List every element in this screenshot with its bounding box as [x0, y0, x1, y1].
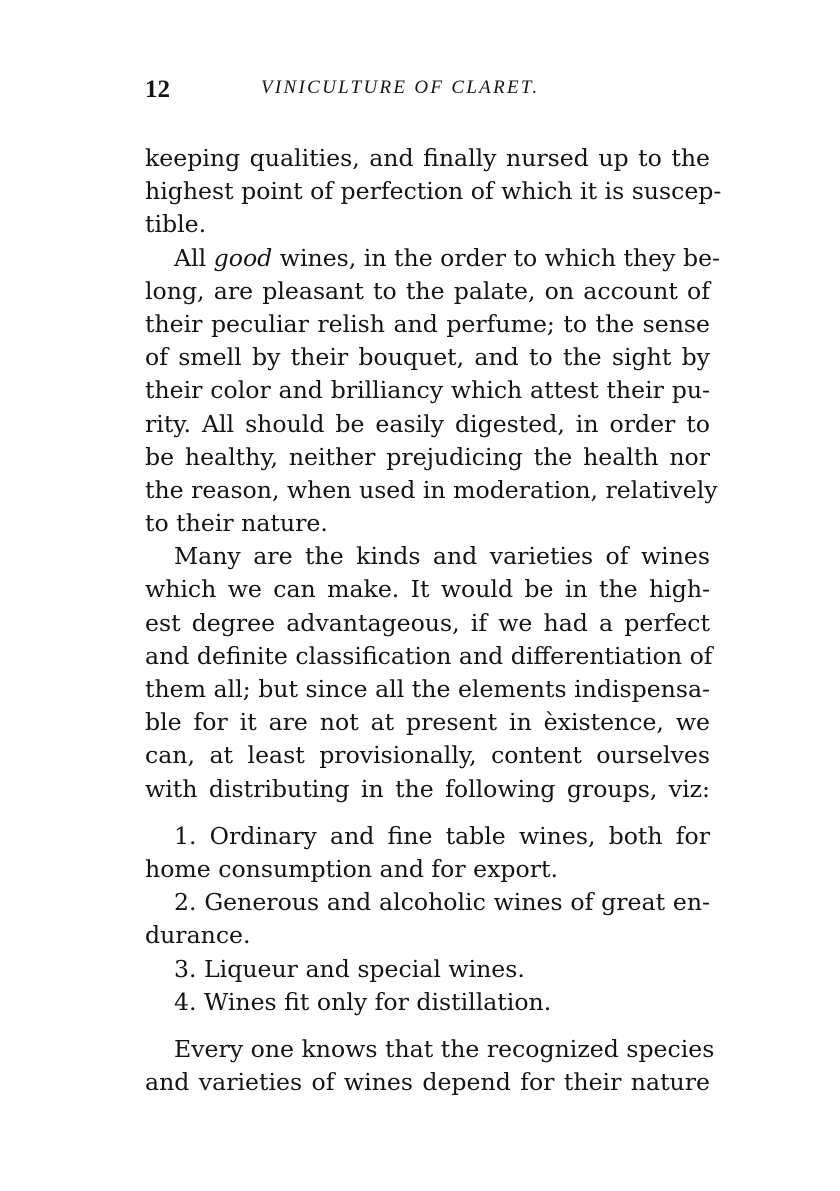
text-line: tible.: [145, 210, 207, 239]
text-line: can, at least provisionally, content ourselves: [145, 741, 710, 770]
text-line: their color and brilliancy which attest their pu-: [145, 376, 710, 405]
numbered-list: [145, 820, 710, 1019]
text-line: Every one knows that the recognized species: [174, 1034, 715, 1063]
text-line: with distributing in the following groups, viz:: [145, 774, 710, 803]
text-run: wines, in the order to which they be-: [272, 243, 721, 272]
text-line: 2. Generous and alcoholic wines of great en-: [174, 888, 710, 917]
spacer: [145, 1019, 710, 1033]
list-item: [145, 986, 710, 1019]
text-line: [145, 242, 721, 275]
text-line: and varieties of wines depend for their nature: [145, 1068, 710, 1097]
list-item: [145, 820, 710, 886]
text-line: home consumption and for export.: [145, 854, 558, 883]
text-line: them all; but since all the elements indispensa-: [145, 675, 710, 703]
text-line: durance.: [145, 921, 251, 950]
paragraph: [145, 142, 722, 242]
paragraph: [145, 1033, 715, 1099]
text-line: 4. Wines fit only for distillation.: [174, 987, 552, 1016]
text-line: 1. Ordinary and fine table wines, both for: [174, 821, 710, 850]
text-line: 3. Liqueur and special wines.: [174, 954, 525, 983]
text-line: and definite classification and differentiation of: [145, 641, 713, 670]
text-line: rity. All should be easily digested, in order to: [145, 409, 710, 438]
text-line: be healthy, neither prejudicing the health nor: [145, 442, 710, 471]
page-number: 12: [145, 76, 170, 103]
text-line: the reason, when used in moderation, relatively: [145, 475, 718, 504]
page-header: [145, 76, 710, 106]
italic-word: good: [213, 243, 273, 272]
text-line: ble for it are not at present in èxistence, we: [145, 708, 710, 737]
body-text: [145, 142, 722, 1099]
text-line: which we can make. It would be in the high-: [145, 575, 710, 604]
text-line: highest point of perfection of which it is suscep-: [145, 177, 722, 206]
text-line: their peculiar relish and perfume; to the sense: [145, 309, 710, 338]
text-run: All: [174, 243, 214, 272]
text-line: of smell by their bouquet, and to the sight by: [145, 343, 710, 372]
spacer: [145, 806, 710, 820]
text-line: Many are the kinds and varieties of wines: [174, 542, 710, 571]
paragraph: [145, 242, 721, 541]
paragraph: [145, 540, 713, 806]
text-line: long, are pleasant to the palate, on account of: [145, 276, 710, 305]
text-line: keeping qualities, and finally nursed up to the: [145, 144, 710, 172]
text-line: est degree advantageous, if we had a perfect: [145, 608, 710, 637]
list-item: [145, 886, 710, 952]
running-title: VINICULTURE OF CLARET.: [261, 77, 540, 98]
text-line: to their nature.: [145, 509, 328, 538]
list-item: [145, 953, 710, 986]
